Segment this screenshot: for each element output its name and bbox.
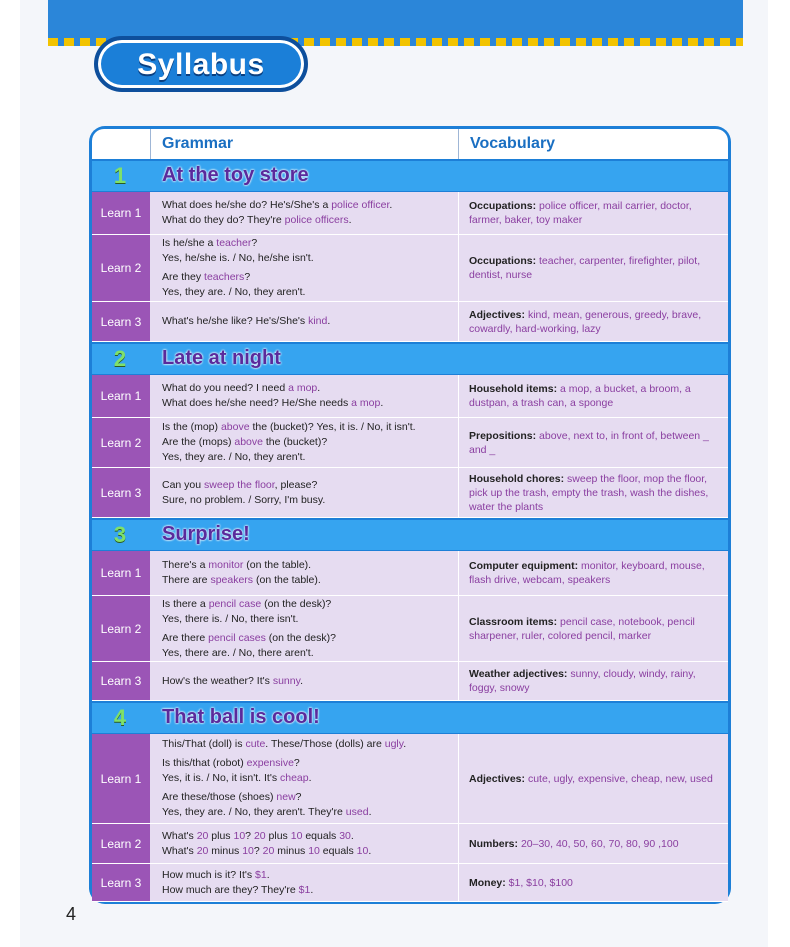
vocab-items: 20–30, 40, 50, 60, 70, 80, 90 ,100 xyxy=(520,837,679,850)
grammar-lines xyxy=(162,551,458,595)
grammar-cell xyxy=(150,734,458,824)
highlight-word: $1 xyxy=(298,883,311,896)
learn-label: Learn 1 xyxy=(92,192,150,235)
grammar-text: (on the desk)? xyxy=(261,597,332,610)
grammar-lines xyxy=(162,418,458,467)
grammar-text: minus xyxy=(208,844,243,857)
grammar-text: Yes, they are. / No, they aren't. xyxy=(162,286,306,298)
learn-label: Learn 2 xyxy=(92,418,150,468)
grammar-line xyxy=(162,493,458,508)
vocabulary-cell xyxy=(459,468,728,518)
vocab-items: cute, ugly, expensive, cheap, new, used xyxy=(527,772,713,785)
vocabulary-text xyxy=(469,837,679,851)
grammar-text: (on the desk)? xyxy=(265,631,336,644)
grammar-lines xyxy=(162,468,458,517)
grammar-cell xyxy=(150,864,458,902)
highlight-word: cute xyxy=(245,738,266,750)
grammar-text: , please? xyxy=(274,478,318,491)
grammar-text: plus xyxy=(208,829,234,842)
unit-header-1 xyxy=(92,161,728,191)
highlight-word: teacher xyxy=(216,237,252,249)
vocab-category: Household chores: xyxy=(469,472,568,485)
vocabulary-text xyxy=(469,559,722,587)
vocab-items: sunny, cloudy, windy, rainy, foggy, snowy xyxy=(469,668,696,694)
grammar-lines xyxy=(162,375,458,417)
unit-title: Late at night xyxy=(162,347,281,369)
highlight-word: pencil case xyxy=(208,597,262,610)
grammar-text: Is the (mop) xyxy=(162,421,221,433)
vocabulary-cell xyxy=(459,824,728,864)
vocab-category: Adjectives: xyxy=(469,772,528,785)
grammar-cell xyxy=(150,192,458,235)
column-divider xyxy=(458,734,459,902)
highlight-word: 20 xyxy=(196,829,209,842)
vocabulary-text xyxy=(469,876,573,890)
highlight-word: 20 xyxy=(253,829,266,842)
learn-label: Learn 2 xyxy=(92,824,150,864)
page-number: 4 xyxy=(66,904,77,924)
grammar-text: What does he/she need? He/She needs xyxy=(162,397,352,409)
highlight-word: police officers xyxy=(284,214,349,226)
grammar-line xyxy=(162,829,458,844)
grammar-text: Are there xyxy=(162,631,209,644)
grammar-text: minus xyxy=(274,844,309,857)
grammar-text: . xyxy=(380,397,384,409)
highlight-word: $1 xyxy=(255,868,267,881)
vocabulary-cell xyxy=(459,302,728,342)
grammar-text: (on the table). xyxy=(243,559,312,571)
grammar-line xyxy=(162,573,458,588)
highlight-word: teachers xyxy=(204,271,245,283)
learn-label: Learn 2 xyxy=(92,596,150,662)
grammar-text: Sure, no problem. / Sorry, I'm busy. xyxy=(162,493,326,506)
unit-title: At the toy store xyxy=(162,164,309,186)
vocab-category: Adjectives: xyxy=(469,308,528,321)
vocabulary-text xyxy=(469,382,722,410)
grammar-text: What's he/she like? He's/She's xyxy=(162,315,309,327)
grammar-line xyxy=(162,883,458,898)
grammar-text: . xyxy=(300,674,303,687)
unit-header-3 xyxy=(92,520,728,550)
vocabulary-cell xyxy=(459,192,728,235)
vocab-category: Prepositions: xyxy=(469,429,540,442)
highlight-word: 10 xyxy=(242,844,254,857)
grammar-line xyxy=(162,868,458,883)
grammar-text: Are the (mops) xyxy=(162,436,235,448)
page-title: Syllabus xyxy=(137,48,265,81)
grammar-line xyxy=(162,756,458,771)
grammar-text: the (bucket)? Yes, it is. / No, it isn't. xyxy=(249,421,416,433)
highlight-word: sweep the floor xyxy=(204,478,275,491)
grammar-text: Are these/those (shoes) xyxy=(162,791,277,803)
grammar-text: . xyxy=(308,772,312,784)
grammar-line xyxy=(162,420,458,435)
grammar-text: Yes, he/she is. / No, he/she isn't. xyxy=(162,252,314,264)
highlight-word: police officer xyxy=(331,199,390,211)
highlight-word: above xyxy=(220,421,250,433)
vocabulary-cell xyxy=(459,235,728,302)
vocabulary-cell xyxy=(459,375,728,418)
learn-label: Learn 3 xyxy=(92,302,150,342)
grammar-lines xyxy=(162,662,458,700)
grammar-cell xyxy=(150,418,458,468)
grammar-line xyxy=(162,612,458,627)
grammar-cell xyxy=(150,596,458,662)
grammar-text: . xyxy=(317,382,321,394)
vocabulary-text xyxy=(469,429,722,457)
highlight-word: 10 xyxy=(233,829,246,842)
grammar-line xyxy=(162,790,458,805)
grammar-text: Yes, they are. / No, they aren't. xyxy=(162,451,306,463)
grammar-line xyxy=(162,646,458,661)
highlight-word: 20 xyxy=(262,844,275,857)
grammar-text: Yes, it is. / No, it isn't. It's xyxy=(162,772,280,784)
unit-number: 4 xyxy=(113,705,127,730)
grammar-text: ? xyxy=(295,791,302,803)
column-divider xyxy=(458,551,459,701)
grammar-line xyxy=(162,270,458,285)
unit-title: That ball is cool! xyxy=(162,706,320,728)
grammar-text: . xyxy=(368,806,372,818)
highlight-word: a mop xyxy=(351,397,381,409)
learn-label: Learn 1 xyxy=(92,734,150,824)
grammar-text: Is he/she a xyxy=(162,237,217,249)
highlight-word: used xyxy=(345,806,369,818)
grammar-text: equals xyxy=(302,829,340,842)
grammar-line xyxy=(162,805,458,820)
grammar-text: . xyxy=(310,883,314,896)
grammar-header: Grammar xyxy=(162,135,234,152)
unit-number: 1 xyxy=(113,163,127,188)
grammar-text: . xyxy=(368,844,372,857)
grammar-text: What do you need? I need xyxy=(162,382,289,394)
grammar-text: ? xyxy=(245,829,254,842)
learn-label: Learn 3 xyxy=(92,468,150,518)
vocabulary-cell xyxy=(459,662,728,701)
grammar-line xyxy=(162,251,458,266)
grammar-text: Yes, there is. / No, there isn't. xyxy=(162,612,299,625)
grammar-text: . xyxy=(266,868,270,881)
grammar-line xyxy=(162,381,458,396)
grammar-text: . xyxy=(403,738,407,750)
grammar-text: . xyxy=(348,214,352,226)
vocab-category: Numbers: xyxy=(469,837,521,850)
vocabulary-cell xyxy=(459,596,728,662)
grammar-line xyxy=(162,236,458,251)
grammar-cell xyxy=(150,302,458,342)
vocab-items: pencil case, notebook, pencil sharpener, ruler, colored pencil, marker xyxy=(469,615,695,642)
grammar-text: ? xyxy=(293,757,300,769)
unit-header-4 xyxy=(92,703,728,733)
grammar-lines xyxy=(162,302,458,341)
highlight-word: 20 xyxy=(196,844,209,857)
grammar-text: Is this/that (robot) xyxy=(162,757,247,769)
highlight-word: expensive xyxy=(246,757,294,769)
grammar-cell xyxy=(150,468,458,518)
header-divider-2 xyxy=(458,129,459,159)
vocab-items: sweep the floor, mop the floor, pick up the trash, empty the trash, wash the dishes, water the plants xyxy=(469,472,709,513)
grammar-text: This/That (doll) is xyxy=(162,738,246,750)
grammar-line xyxy=(162,674,458,689)
table-header xyxy=(92,129,728,159)
highlight-word: kind xyxy=(308,315,328,327)
vocab-category: Classroom items: xyxy=(469,615,561,628)
grammar-line xyxy=(162,844,458,859)
vocabulary-text xyxy=(469,667,722,695)
learn-label: Learn 2 xyxy=(92,235,150,302)
column-divider xyxy=(458,375,459,518)
vocabulary-text xyxy=(469,199,722,227)
header-divider-1 xyxy=(150,129,151,159)
vocabulary-text xyxy=(469,254,722,282)
grammar-line xyxy=(162,198,458,213)
grammar-line xyxy=(162,558,458,573)
vocab-items: kind, mean, generous, greedy, brave, cowardly, hard-working, lazy xyxy=(469,308,702,335)
grammar-lines xyxy=(162,596,458,661)
highlight-word: a mop xyxy=(288,382,318,394)
grammar-text: the (bucket)? xyxy=(262,436,328,448)
vocab-items: $1, $10, $100 xyxy=(508,876,573,889)
grammar-line xyxy=(162,396,458,411)
grammar-text: What do they do? They're xyxy=(162,214,285,226)
grammar-text: Yes, there are. / No, there aren't. xyxy=(162,646,314,659)
vocabulary-cell xyxy=(459,418,728,468)
grammar-text: ? xyxy=(251,237,258,249)
grammar-cell xyxy=(150,662,458,701)
vocab-items: monitor, keyboard, mouse, flash drive, webcam, speakers xyxy=(469,560,705,586)
unit-header-2 xyxy=(92,344,728,374)
vocab-category: Household items: xyxy=(469,383,561,395)
grammar-text: Is there a xyxy=(162,597,209,610)
grammar-lines xyxy=(162,864,458,901)
vocab-items: a mop, a bucket, a broom, a dustpan, a trash can, a sponge xyxy=(469,383,691,409)
highlight-word: new xyxy=(276,791,296,803)
vocab-category: Weather adjectives: xyxy=(469,668,571,680)
grammar-line xyxy=(162,285,458,300)
grammar-lines xyxy=(162,824,458,863)
vocab-items: police officer, mail carrier, doctor, farmer, baker, toy maker xyxy=(469,200,692,226)
grammar-text: What's xyxy=(162,844,197,857)
vocab-category: Computer equipment: xyxy=(469,560,581,572)
highlight-word: sunny xyxy=(272,674,301,687)
vocab-items: teacher, carpenter, firefighter, pilot, dentist, nurse xyxy=(469,255,701,281)
highlight-word: pencil cases xyxy=(208,631,266,644)
grammar-text: How much are they? They're xyxy=(162,883,299,896)
grammar-text: plus xyxy=(265,829,291,842)
highlight-word: 10 xyxy=(356,844,369,857)
grammar-text: Can you xyxy=(162,478,205,491)
vocabulary-text xyxy=(469,472,722,514)
vocab-items: above, next to, in front of, between _ and _ xyxy=(469,429,709,456)
grammar-text: (on the table). xyxy=(253,574,321,586)
grammar-text: . xyxy=(350,829,354,842)
learn-label: Learn 1 xyxy=(92,551,150,596)
grammar-text: ? xyxy=(253,844,263,857)
grammar-lines xyxy=(162,192,458,234)
grammar-text: . xyxy=(389,199,393,211)
vocabulary-text xyxy=(469,308,722,336)
grammar-text: . These/Those (dolls) are xyxy=(265,738,385,750)
vocab-category: Money: xyxy=(469,876,509,889)
grammar-text: What's xyxy=(162,829,197,842)
grammar-cell xyxy=(150,235,458,302)
grammar-line xyxy=(162,435,458,450)
grammar-text: Are they xyxy=(162,271,205,283)
vocabulary-header: Vocabulary xyxy=(470,135,556,152)
highlight-word: ugly xyxy=(384,738,404,750)
grammar-line xyxy=(162,737,458,752)
highlight-word: 30 xyxy=(339,829,351,842)
grammar-text: What does he/she do? He's/She's a xyxy=(162,199,332,211)
grammar-line xyxy=(162,213,458,228)
grammar-text: How much is it? It's xyxy=(162,868,256,881)
grammar-text: There's a xyxy=(162,559,209,571)
vocabulary-cell xyxy=(459,864,728,902)
grammar-text: There are xyxy=(162,574,211,586)
vocabulary-cell xyxy=(459,551,728,596)
column-divider xyxy=(458,192,459,342)
grammar-line xyxy=(162,450,458,465)
grammar-line xyxy=(162,631,458,646)
learn-label: Learn 3 xyxy=(92,864,150,902)
grammar-text: Yes, they are. / No, they aren't. They're xyxy=(162,806,346,818)
unit-number: 2 xyxy=(113,346,127,371)
page-title-badge xyxy=(94,36,308,92)
highlight-word: cheap xyxy=(280,772,309,784)
vocabulary-cell xyxy=(459,734,728,824)
learn-label: Learn 1 xyxy=(92,375,150,418)
grammar-cell xyxy=(150,551,458,596)
grammar-cell xyxy=(150,375,458,418)
vocab-category: Occupations: xyxy=(469,200,540,212)
grammar-line xyxy=(162,771,458,786)
unit-title: Surprise! xyxy=(162,523,250,545)
grammar-text: equals xyxy=(319,844,357,857)
right-margin xyxy=(768,0,790,947)
vocabulary-text xyxy=(469,615,722,643)
grammar-line xyxy=(162,597,458,612)
learn-label: Learn 3 xyxy=(92,662,150,701)
highlight-word: above xyxy=(234,436,263,448)
grammar-text: How's the weather? It's xyxy=(162,674,273,687)
highlight-word: monitor xyxy=(208,559,244,571)
grammar-line xyxy=(162,314,458,329)
unit-number: 3 xyxy=(113,522,127,547)
highlight-word: 10 xyxy=(290,829,303,842)
grammar-text: . xyxy=(327,315,331,327)
grammar-text: ? xyxy=(244,271,251,283)
highlight-word: 10 xyxy=(308,844,320,857)
grammar-lines xyxy=(162,235,458,301)
grammar-lines xyxy=(162,734,458,823)
highlight-word: speakers xyxy=(210,574,254,586)
grammar-line xyxy=(162,478,458,493)
vocabulary-text xyxy=(469,772,713,786)
grammar-cell xyxy=(150,824,458,864)
vocab-category: Occupations: xyxy=(469,255,540,267)
